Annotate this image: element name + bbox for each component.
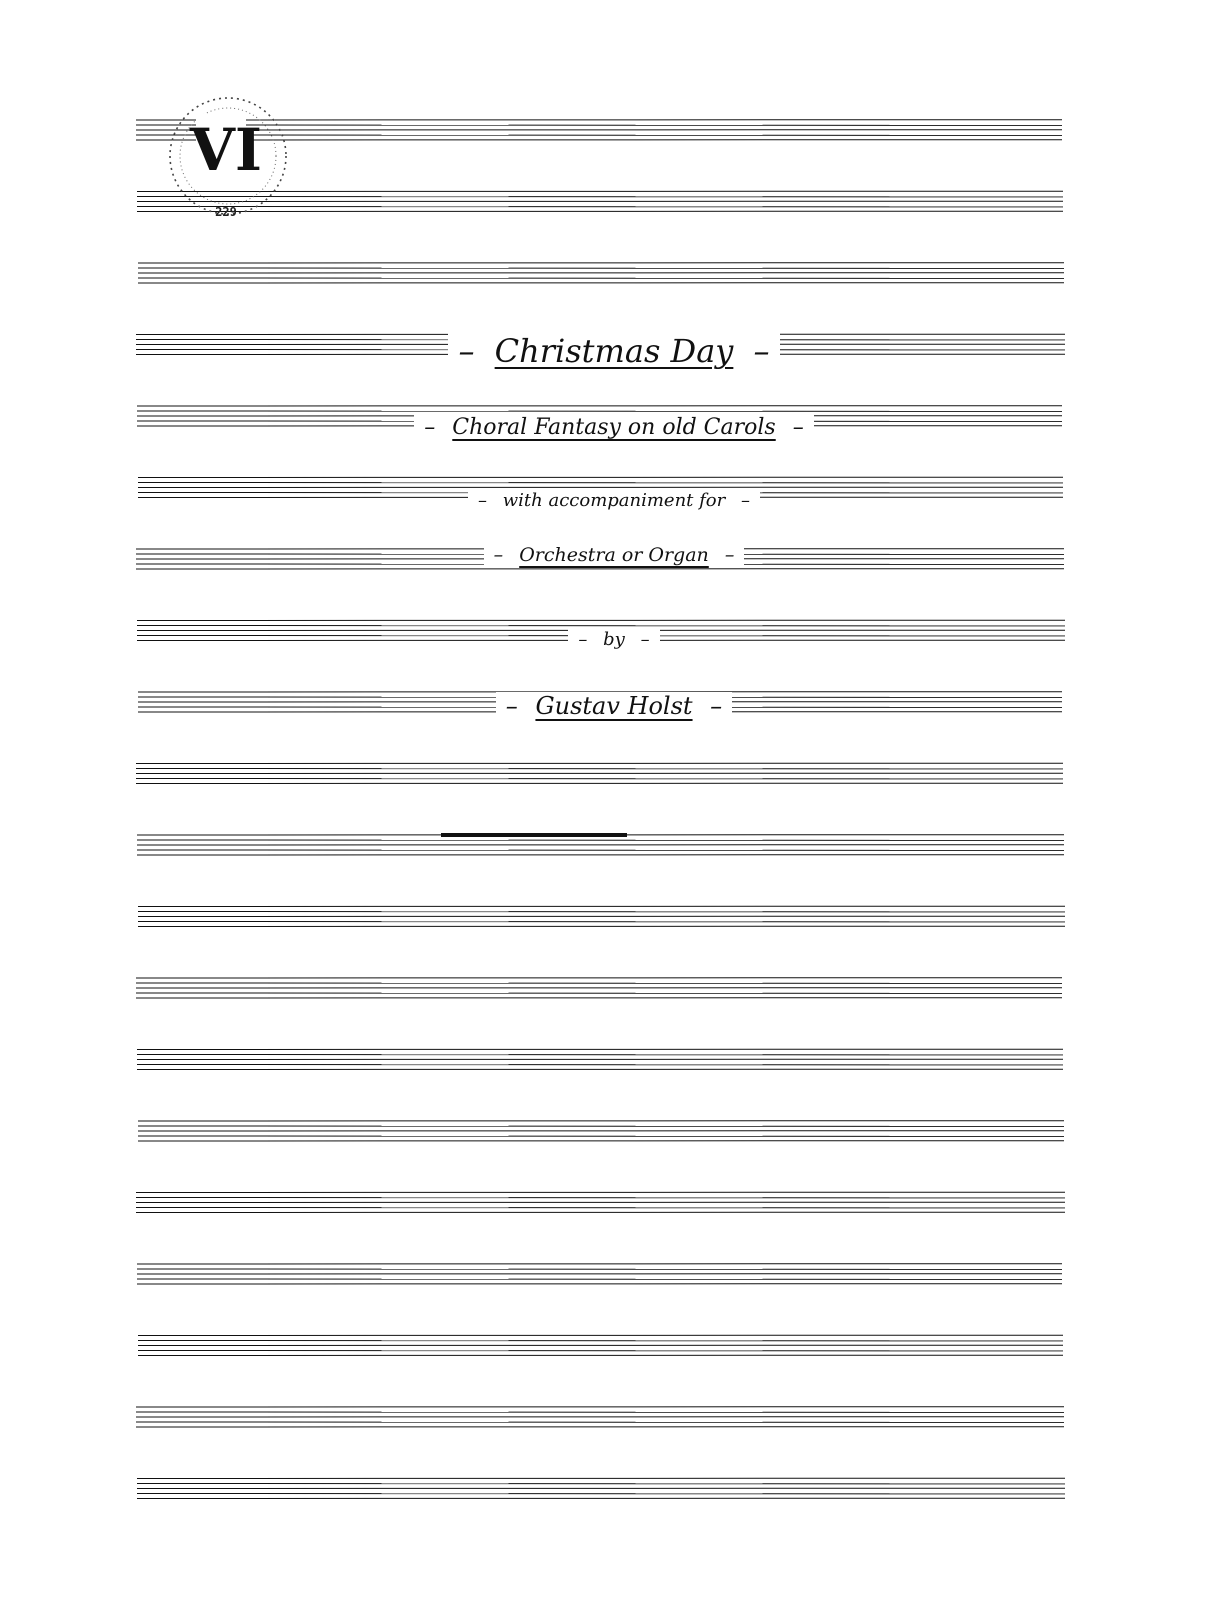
instruments-text: Orchestra or Organ xyxy=(509,544,719,566)
stamp-numeral: VI xyxy=(189,116,263,184)
subtitle-line: – Choral Fantasy on old Carols – xyxy=(0,415,1228,440)
library-stamp-icon xyxy=(146,76,306,236)
work-subtitle: Choral Fantasy on old Carols xyxy=(442,415,785,440)
by-line: – by – xyxy=(0,629,1228,650)
by-text: by xyxy=(593,629,635,650)
title-line: – Christmas Day – xyxy=(0,332,1228,370)
accompaniment-text: with accompaniment for xyxy=(493,490,736,511)
composer-line: – Gustav Holst – xyxy=(0,692,1228,720)
composer-name: Gustav Holst xyxy=(525,692,702,720)
work-title: Christmas Day xyxy=(485,332,744,370)
stamp-digits: 229 xyxy=(215,205,237,219)
closing-double-rule xyxy=(441,833,627,837)
accompaniment-line: – with accompaniment for – xyxy=(0,490,1228,511)
instruments-line: – Orchestra or Organ – xyxy=(0,544,1228,566)
